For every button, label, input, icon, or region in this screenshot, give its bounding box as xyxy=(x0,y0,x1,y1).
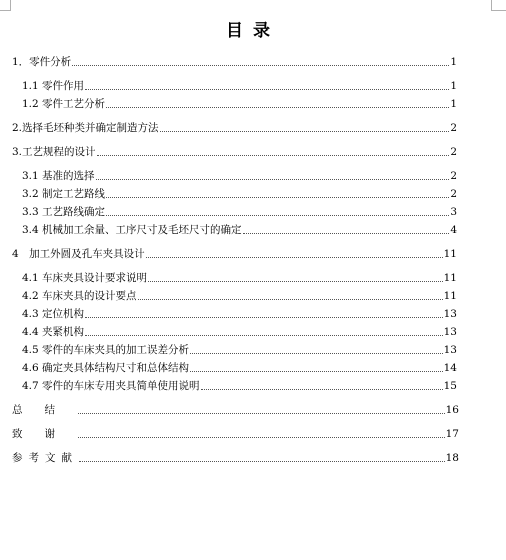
toc-page-number: 17 xyxy=(445,428,459,440)
toc-entry[interactable] xyxy=(22,79,457,93)
toc-entry[interactable] xyxy=(22,223,457,237)
toc-page-number: 4 xyxy=(450,224,457,236)
toc-entry[interactable] xyxy=(22,97,457,111)
toc-page-number: 1 xyxy=(450,56,457,68)
toc-entry[interactable] xyxy=(22,271,457,285)
toc-page-number: 1 xyxy=(450,98,457,110)
toc-entry-label: 4 加工外圆及孔车夹具设计 xyxy=(12,248,145,260)
toc-entry-label: 4.7 零件的车床专用夹具简单使用说明 xyxy=(22,380,200,392)
toc-leader xyxy=(85,317,443,318)
toc-page-number: 14 xyxy=(443,362,457,374)
toc-page-number: 13 xyxy=(443,308,457,320)
toc-leader xyxy=(190,371,443,372)
toc-entry[interactable] xyxy=(22,169,457,183)
toc-page-number: 11 xyxy=(443,290,457,302)
toc-entry-label: 2.选择毛坯种类并确定制造方法 xyxy=(12,122,159,134)
toc-page-number: 13 xyxy=(443,344,457,356)
toc-entry-label: 3.4 机械加工余量、工序尺寸及毛坯尺寸的确定 xyxy=(22,224,242,236)
toc-entry[interactable] xyxy=(22,307,457,321)
toc-page-number: 3 xyxy=(450,206,457,218)
toc-leader xyxy=(96,179,450,180)
toc-page-number: 16 xyxy=(445,404,459,416)
toc-entry-label: 致谢 xyxy=(12,428,77,440)
toc-entry-label: 4.3 定位机构 xyxy=(22,308,85,320)
toc-leader xyxy=(85,335,443,336)
toc-leader xyxy=(243,233,450,234)
toc-entry-label: 3.3 工艺路线确定 xyxy=(22,206,106,218)
toc-entry[interactable] xyxy=(12,145,457,159)
toc-entry[interactable] xyxy=(12,403,459,417)
toc-leader xyxy=(138,299,443,300)
toc-leader xyxy=(148,281,443,282)
toc-leader xyxy=(78,437,445,438)
toc-leader xyxy=(160,131,450,132)
toc-leader xyxy=(97,155,450,156)
toc-leader xyxy=(85,89,449,90)
toc-page-number: 11 xyxy=(443,272,457,284)
toc-entry-label: 3.1 基准的选择 xyxy=(22,170,95,182)
toc-entry-label: 参考文献 xyxy=(12,452,78,464)
toc-entry[interactable] xyxy=(22,187,457,201)
toc-leader xyxy=(106,197,449,198)
toc-entry-label: 总结 xyxy=(12,404,77,416)
toc-entry[interactable] xyxy=(22,343,457,357)
toc-leader xyxy=(72,65,449,66)
page-corner-mark xyxy=(491,0,506,11)
toc-page-number: 2 xyxy=(450,122,457,134)
toc-entry[interactable] xyxy=(12,427,459,441)
toc-entry[interactable] xyxy=(12,247,457,261)
toc-entry-label: 4.6 确定夹具体结构尺寸和总体结构 xyxy=(22,362,190,374)
toc-entry-label: 3.工艺规程的设计 xyxy=(12,146,96,158)
toc-leader xyxy=(201,389,443,390)
page-title: 目录 xyxy=(226,21,280,41)
toc-leader xyxy=(78,413,445,414)
toc-page-number: 2 xyxy=(450,170,457,182)
toc-page-number: 13 xyxy=(443,326,457,338)
toc-entry[interactable] xyxy=(22,205,457,219)
toc-page-number: 1 xyxy=(450,80,457,92)
toc-entry[interactable] xyxy=(22,379,457,393)
toc-entry[interactable] xyxy=(22,325,457,339)
toc-page-number: 2 xyxy=(450,188,457,200)
toc-page-number: 11 xyxy=(443,248,457,260)
toc-entry-label: 4.5 零件的车床夹具的加工误差分析 xyxy=(22,344,190,356)
toc-leader xyxy=(79,461,445,462)
toc-entry[interactable] xyxy=(12,55,457,69)
toc-leader xyxy=(146,257,443,258)
toc-entry-label: 4.1 车床夹具设计要求说明 xyxy=(22,272,148,284)
page-corner-mark xyxy=(0,0,11,11)
toc-entry-label: 4.4 夹紧机构 xyxy=(22,326,85,338)
toc-entry[interactable] xyxy=(12,121,457,135)
toc-entry-label: 1．零件分析 xyxy=(12,56,72,68)
toc-entry-label: 3.2 制定工艺路线 xyxy=(22,188,106,200)
toc-entry[interactable] xyxy=(22,361,457,375)
toc-entry-label: 1.1 零件作用 xyxy=(22,80,85,92)
toc-page-number: 2 xyxy=(450,146,457,158)
toc-leader xyxy=(190,353,443,354)
toc-leader xyxy=(106,107,449,108)
toc-entry[interactable] xyxy=(12,451,459,465)
toc-page-number: 18 xyxy=(445,452,459,464)
toc-leader xyxy=(106,215,449,216)
toc-entry-label: 1.2 零件工艺分析 xyxy=(22,98,106,110)
toc-entry[interactable] xyxy=(22,289,457,303)
toc-page-number: 15 xyxy=(443,380,457,392)
toc-entry-label: 4.2 车床夹具的设计要点 xyxy=(22,290,137,302)
